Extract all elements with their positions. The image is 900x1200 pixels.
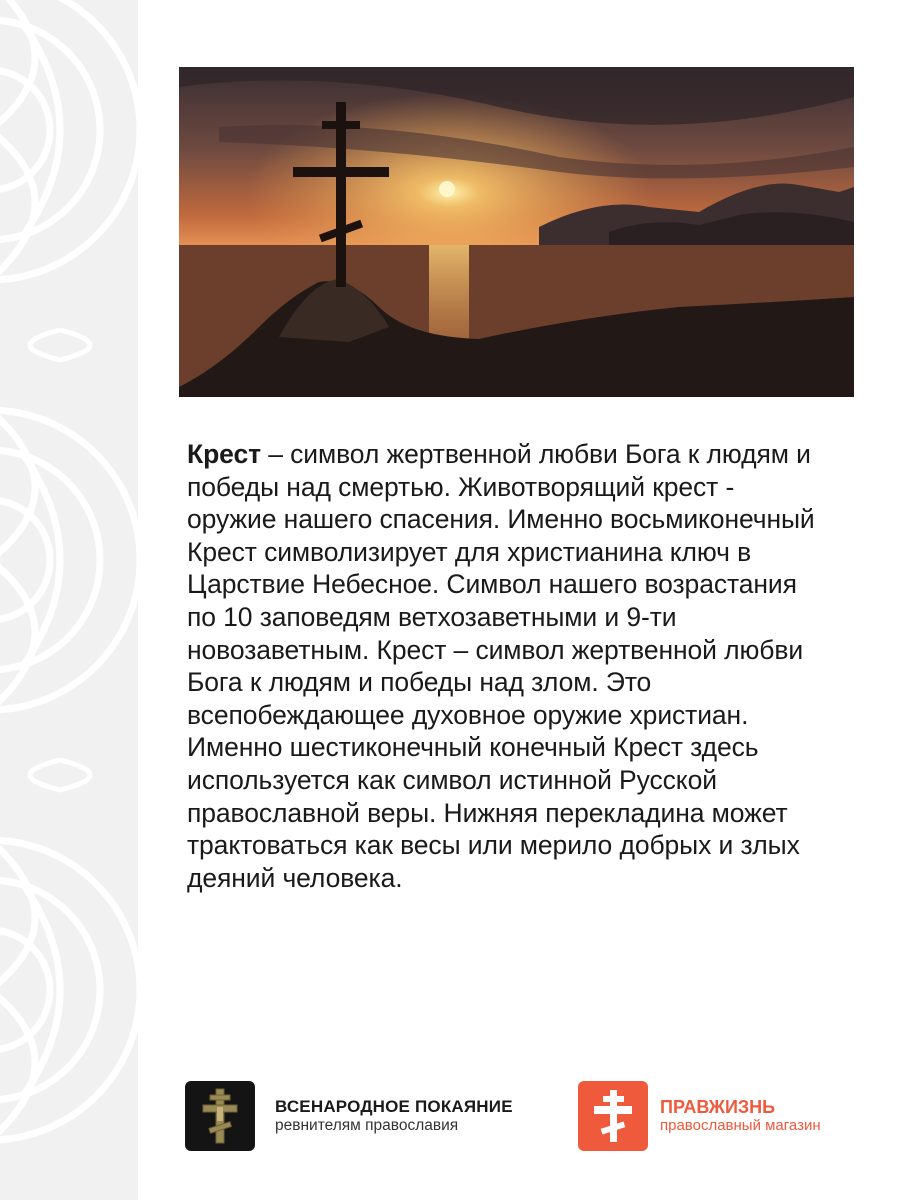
left-logo-title: ВСЕНАРОДНОЕ ПОКАЯНИЕ <box>275 1097 513 1117</box>
right-logo-title: ПРАВЖИЗНЬ <box>660 1096 776 1117</box>
orthodox-cross-icon <box>185 1081 255 1151</box>
left-logo-subtitle: ревнителям православия <box>275 1116 459 1134</box>
orthodox-cross-icon <box>578 1081 648 1151</box>
article-bold-lead: Крест <box>187 439 261 469</box>
pravzhizn-logo[interactable] <box>578 1081 821 1151</box>
ornament-border <box>0 0 138 1200</box>
sunset-cross-photo <box>179 67 854 397</box>
article-text <box>187 438 877 894</box>
right-logo-subtitle: православный магазин <box>660 1116 821 1134</box>
vsenarodnoe-pokayanie-logo[interactable] <box>185 1081 513 1151</box>
article-body: – символ жертвенной любви Бога к людям и победы над смертью. Животворящий крест - оружие нашего спасения. Именно восьмиконечный Крест символизирует для христианина ключ в Царствие Небесное. Символ нашего возрастания по 10 заповедям ветхозаветными и 9-ти новозаветным. Крест – символ жертвенной любви Бога к людям и победы над злом. Это всепобеждающее духовное оружие христиан. Именно шестиконечный конечный Крест здесь используется как символ истинной Русской православной веры. Нижняя перекладина может трактоваться как весы или мерило добрых и злых деяний человека. <box>187 439 815 893</box>
